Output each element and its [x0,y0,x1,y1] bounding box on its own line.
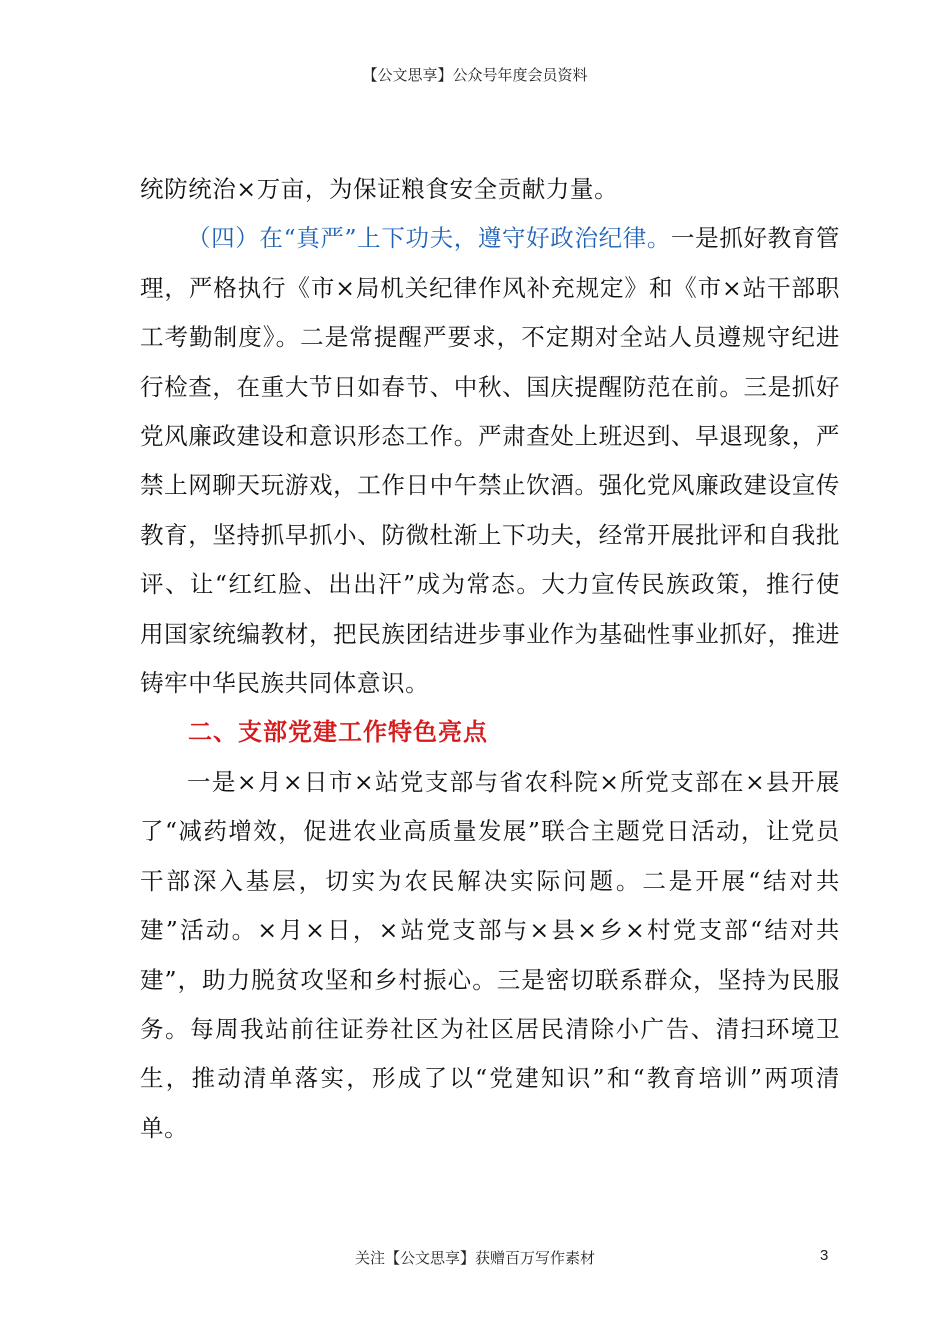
page-number: 3 [820,1247,829,1264]
section-four-body: 一是抓好教育管理，严格执行《市×局机关纪律作风补充规定》和《市×站干部职工考勤制度》。二是常提醒严要求，不定期对全站人员遵规守纪进行检查，在重大节日如春节、中秋、国庆提醒防范在前。三是抓好党风廉政建设和意识形态工作。严肃查处上班迟到、早退现象，严禁上网聊天玩游戏，工作日中午禁止饮酒。强化党风廉政建设宣传教育，坚持抓早抓小、防微杜渐上下功夫，经常开展批评和自我批评、让“红红脸、出出汗”成为常态。大力宣传民族政策，推行使用国家统编教材，把民族团结进步事业作为基础性事业抓好，推进铸牢中华民族共同体意识。 [140,224,840,698]
paragraph-section-four [140,214,840,708]
section-four-heading: （四）在“真严”上下功夫，遵守好政治纪律。 [187,224,672,253]
section-heading-two: 二、支部党建工作特色亮点 [188,718,488,747]
page-header: 【公文思享】公众号年度会员资料 [362,66,588,84]
paragraph-highlights: 一是×月×日市×站党支部与省农科院×所党支部在×县开展了“减药增效，促进农业高质量发展”联合主题党日活动，让党员干部深入基层，切实为农民解决实际问题。二是开展“结对共建”活动。×月×日，×站党支部与×县×乡×村党支部“结对共建”，助力脱贫攻坚和乡村振心。三是密切联系群众，坚持为民服务。每周我站前往证券社区为社区居民清除小广告、清扫环境卫生，推动清单落实，形成了以“党建知识”和“教育培训”两项清单。 [140,767,840,1142]
paragraph-continuation: 统防统治×万亩，为保证粮食安全贡献力量。 [140,175,619,203]
page-footer: 关注【公文思享】获赠百万写作素材 [354,1249,595,1267]
document-body [140,165,840,1153]
